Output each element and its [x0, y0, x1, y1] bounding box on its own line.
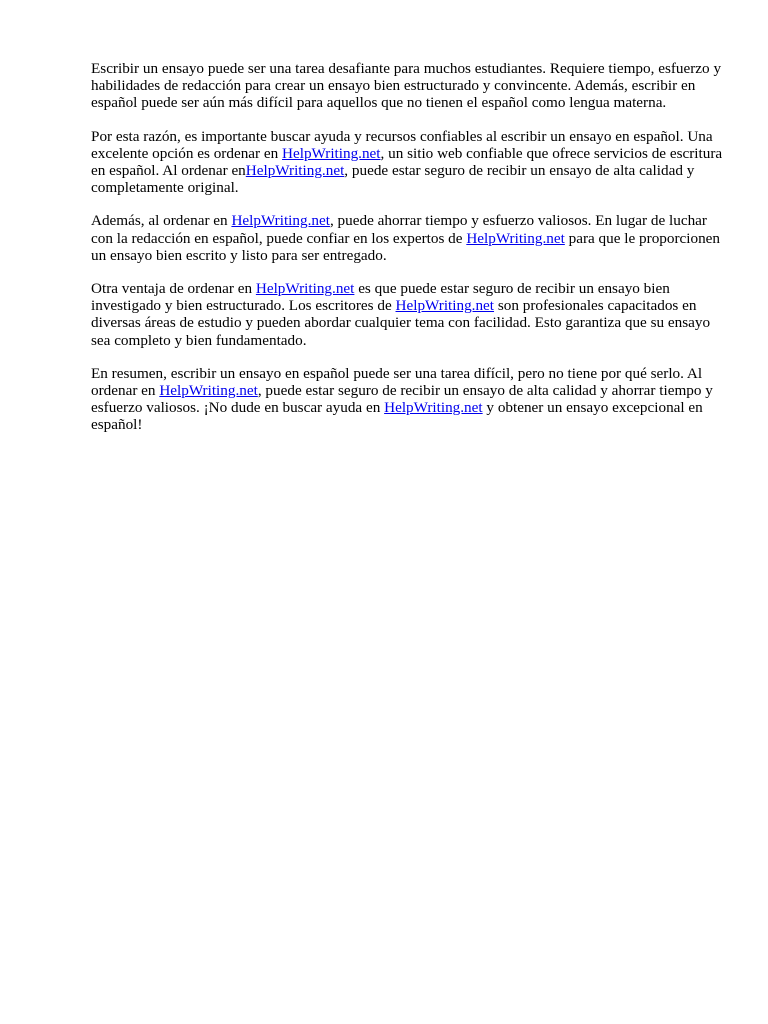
paragraph-intro	[91, 60, 723, 112]
helpwriting-link[interactable]: HelpWriting.net	[231, 212, 330, 230]
paragraph-summary	[91, 365, 723, 434]
paragraph-text: es que puede estar seguro de recibir un ensayo bien investigado y bien estructurado. Los escritores de	[91, 280, 670, 315]
paragraph-text: Por esta razón, es importante buscar ayuda y recursos confiables al escribir un ensayo en español. Una excelente opción es ordenar en	[91, 127, 713, 162]
paragraph-advantage	[91, 280, 723, 349]
helpwriting-link[interactable]: HelpWriting.net	[282, 144, 381, 162]
paragraph-text: y obtener un ensayo excepcional en español!	[91, 399, 703, 434]
paragraph-time-saving	[91, 212, 723, 264]
paragraph-text: , puede ahorrar tiempo y esfuerzo valiosos. En lugar de luchar con la redacción en español, puede confiar en los expertos de	[91, 212, 707, 247]
paragraph-text: Además, al ordenar en	[91, 212, 232, 230]
paragraph-text: En resumen, escribir un ensayo en español puede ser una tarea difícil, pero no tiene por qué serlo. Al ordenar en	[91, 364, 703, 400]
helpwriting-link[interactable]: HelpWriting.net	[245, 162, 345, 180]
helpwriting-link[interactable]: HelpWriting.net	[395, 297, 495, 315]
paragraph-text: son profesionales capacitados en diversas áreas de estudio y pueden abordar cualquier tema con facilidad. Esto garantiza que su ensayo sea completo y bien fundamentado.	[91, 297, 711, 349]
helpwriting-link[interactable]: HelpWriting.net	[255, 280, 355, 298]
document-body	[91, 60, 723, 450]
paragraph-text: , puede estar seguro de recibir un ensayo de alta calidad y ahorrar tiempo y esfuerzo valiosos. ¡No dude en buscar ayuda en	[91, 382, 713, 417]
paragraph-text: , puede estar seguro de recibir un ensayo de alta calidad y completamente original.	[91, 162, 695, 197]
paragraph-text: para que le proporcionen un ensayo bien escrito y listo para ser entregado.	[91, 229, 721, 264]
helpwriting-link[interactable]: HelpWriting.net	[384, 399, 483, 417]
paragraph-text: Otra ventaja de ordenar en	[91, 280, 256, 298]
helpwriting-link[interactable]: HelpWriting.net	[466, 229, 565, 247]
paragraph-reason	[91, 128, 723, 197]
paragraph-text: Escribir un ensayo puede ser una tarea desafiante para muchos estudiantes. Requiere tiempo, esfuerzo y habilidades de redacción para crear un ensayo bien estructurado y convincente. Además, escribir en español puede ser aún más difícil para aquellos que no tienen el español como lengua materna.	[91, 60, 722, 112]
paragraph-text: , un sitio web confiable que ofrece servicios de escritura en español. Al ordenar en	[91, 144, 723, 180]
helpwriting-link[interactable]: HelpWriting.net	[159, 382, 258, 400]
